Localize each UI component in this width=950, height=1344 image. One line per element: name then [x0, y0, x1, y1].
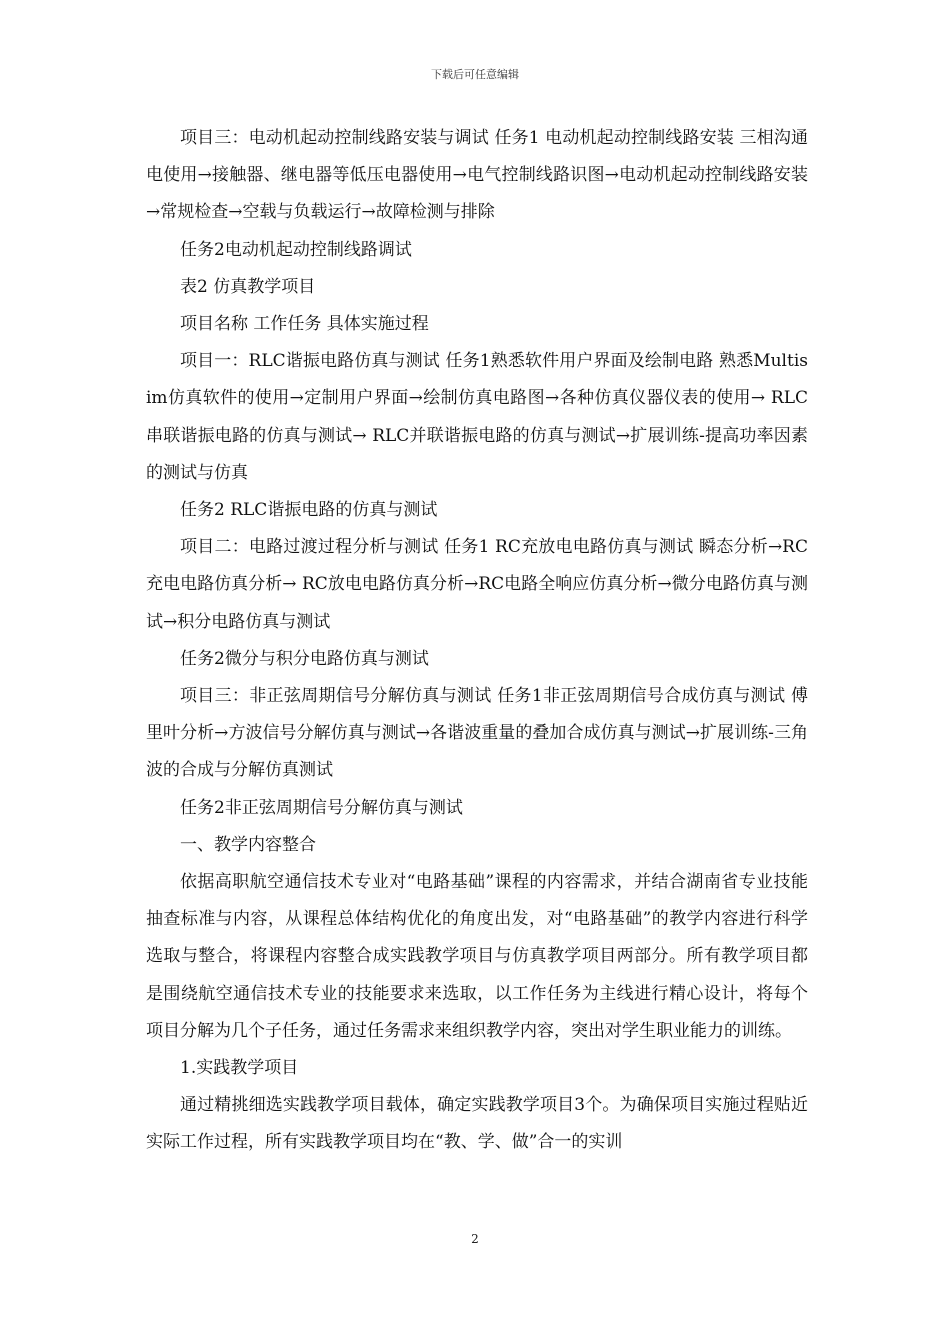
paragraph-project3-nonsinusoidal: 项目三：非正弦周期信号分解仿真与测试 任务1非正弦周期信号合成仿真与测试 傅里叶分析→方波信号分解仿真与测试→各谐波重量的叠加合成仿真与测试→扩展训练-三角波的合成与分解仿真测试 [146, 686, 808, 781]
section-heading: 一、教学内容整合 [180, 834, 316, 855]
page-number: 2 [471, 1232, 479, 1246]
subsection-heading: 1.实践教学项目 [180, 1058, 299, 1079]
paragraph-content-integration: 依据高职航空通信技术专业对“电路基础”课程的内容需求，并结合湖南省专业技能抽查标准与内容，从课程总体结构优化的角度出发，对“电路基础”的教学内容进行科学选取与整合，将课程内容整合成实践教学项目与仿真教学项目两部分。所有教学项目都是围绕航空通信技术专业的技能要求来选取，以工作任务为主线进行精心设计，将每个项目分解为几个子任务，通过任务需求来组织教学内容，突出对学生职业能力的训练。 [146, 872, 808, 1041]
page-header: 下载后可任意编辑 [431, 68, 519, 81]
paragraph-task2-differential: 任务2微分与积分电路仿真与测试 [180, 648, 429, 669]
paragraph-practice-projects: 通过精挑细选实践教学项目载体，确定实践教学项目3个。为确保项目实施过程贴近实际工作过程，所有实践教学项目均在“教、学、做”合一的实训 [146, 1095, 808, 1153]
table-header-row: 项目名称 工作任务 具体实施过程 [180, 314, 429, 335]
paragraph-project2-transient: 项目二：电路过渡过程分析与测试 任务1 RC充放电电路仿真与测试 瞬态分析→RC充电电路仿真分析→ RC放电电路仿真分析→RC电路全响应仿真分析→微分电路仿真与测试→积分电路仿真与测试 [146, 537, 808, 632]
paragraph-project1-rlc: 项目一：RLC谐振电路仿真与测试 任务1熟悉软件用户界面及绘制电路 熟悉Multisim仿真软件的使用→定制用户界面→绘制仿真电路图→各种仿真仪器仪表的使用→ RLC串联谐振电路的仿真与测试→ RLC并联谐振电路的仿真与测试→扩展训练-提高功率因素的测试与仿真 [146, 351, 808, 483]
paragraph-task2-nonsinusoidal: 任务2非正弦周期信号分解仿真与测试 [180, 797, 463, 818]
paragraph-task2-rlc: 任务2 RLC谐振电路的仿真与测试 [180, 500, 438, 521]
paragraph-project3-motor: 项目三：电动机起动控制线路安装与调试 任务1 电动机起动控制线路安装 三相沟通电使用→接触器、继电器等低压电器使用→电气控制线路识图→电动机起动控制线路安装→常规检查→空载与负载运行→故障检测与排除 [146, 128, 808, 223]
table-caption: 表2 仿真教学项目 [180, 276, 316, 297]
paragraph-task2-motor-debug: 任务2电动机起动控制线路调试 [180, 239, 412, 260]
document-body [146, 120, 808, 1162]
